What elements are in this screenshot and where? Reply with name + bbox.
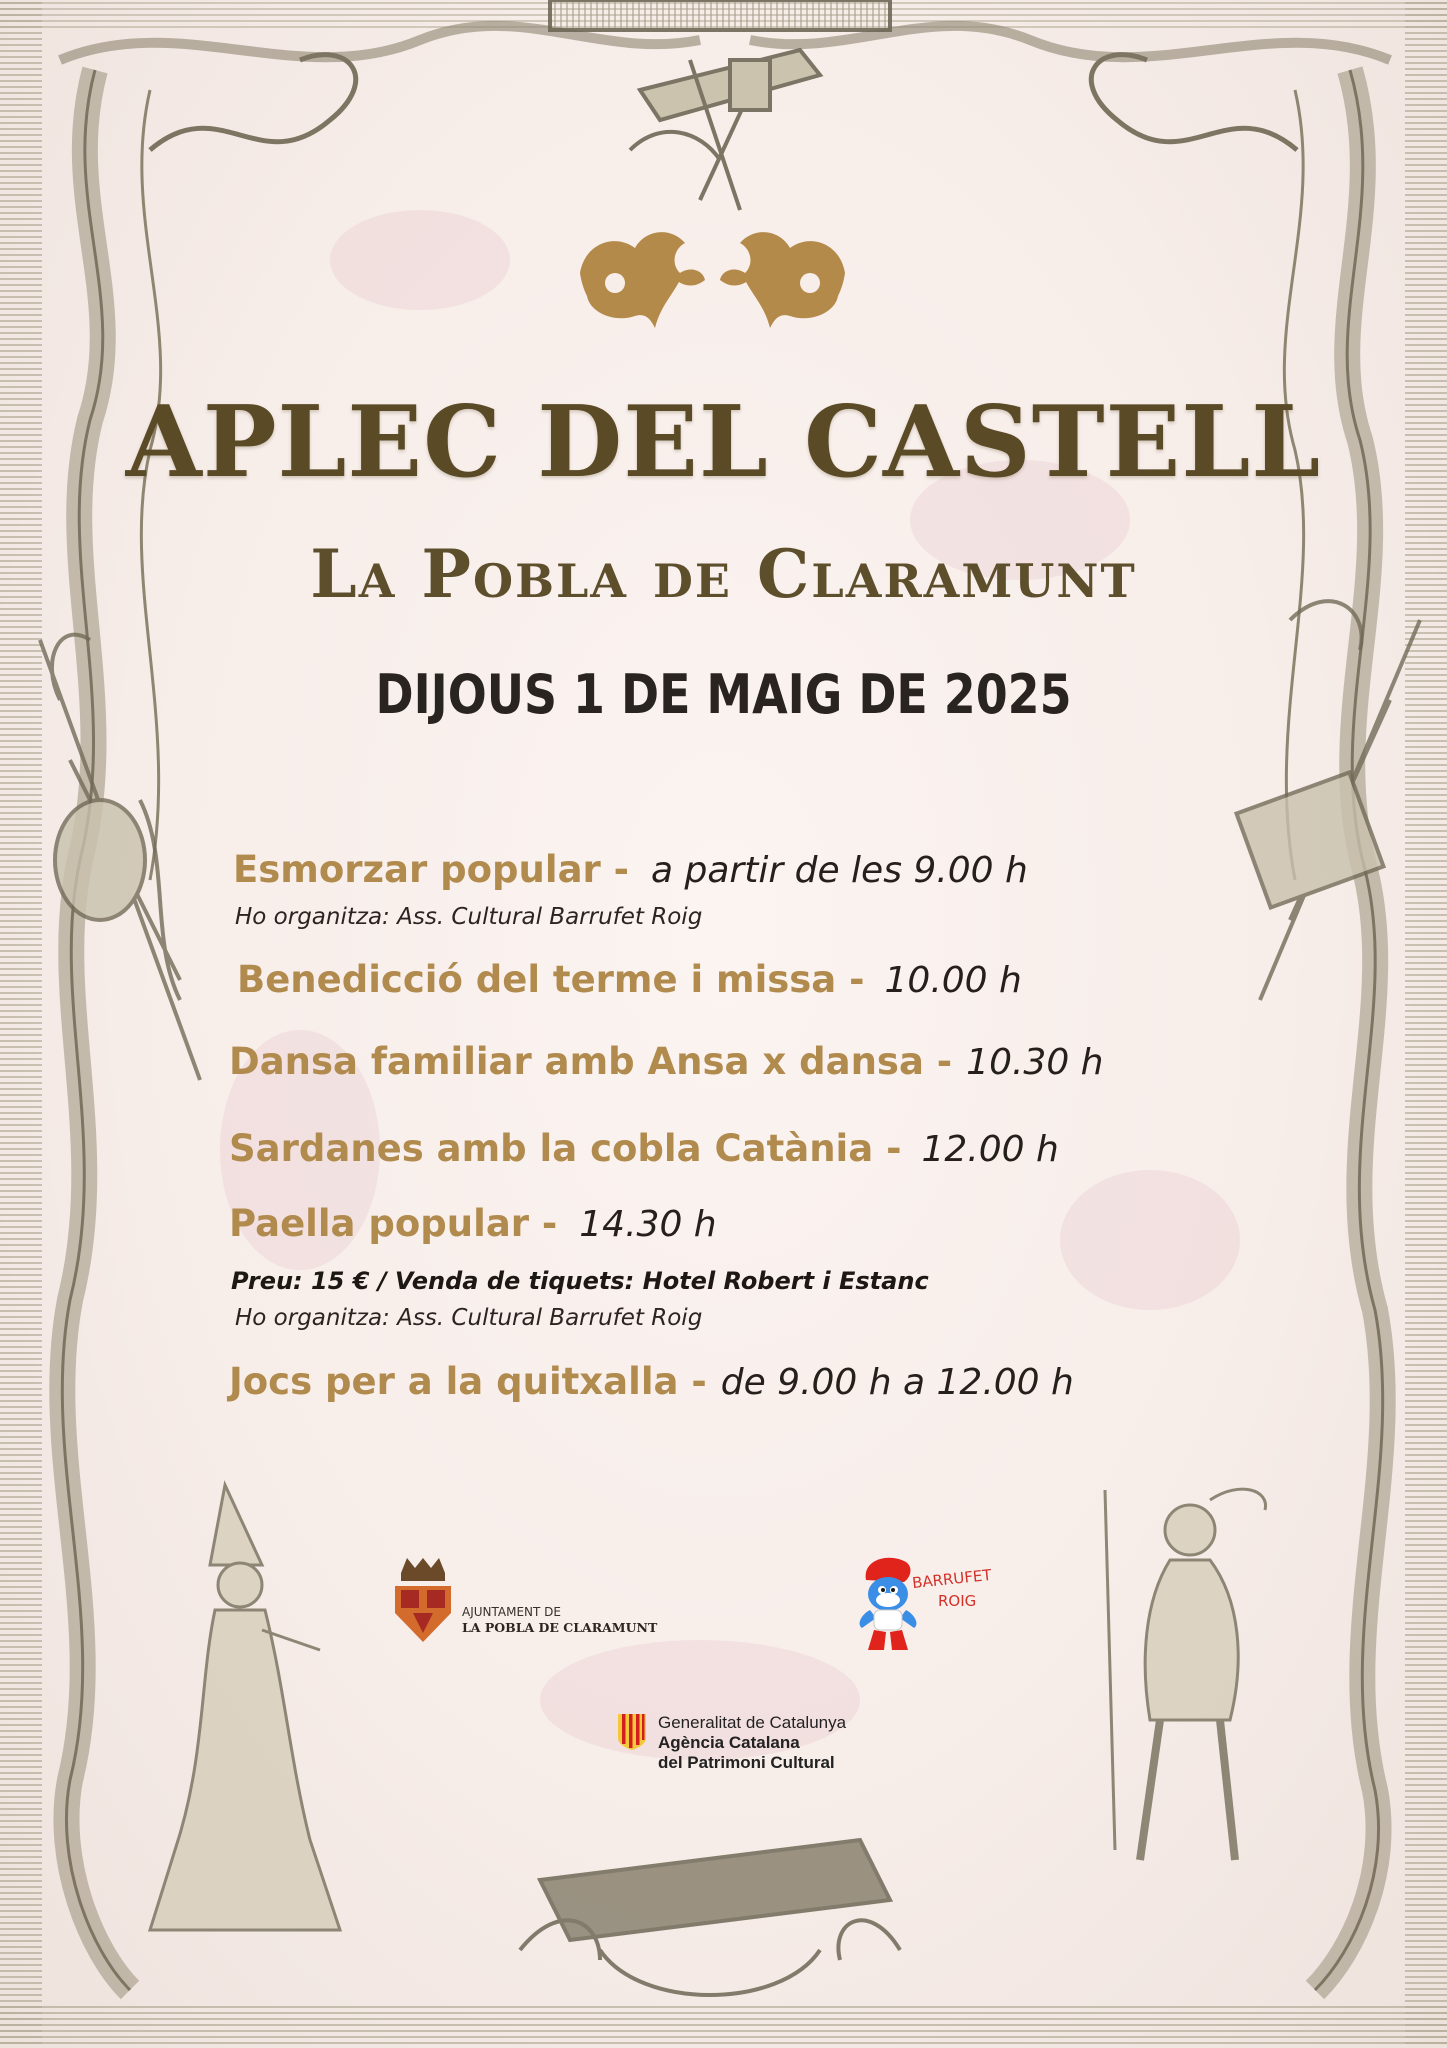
barrufet-label-line2: ROIG [938, 1592, 977, 1610]
activity-time: de 9.00 h a 12.00 h [720, 1362, 1074, 1403]
program-row [233, 848, 1028, 891]
activity-name: Benedicció del terme i missa - [237, 958, 865, 1001]
program-row [229, 1040, 1104, 1083]
program-row [229, 1202, 717, 1245]
activity-time: 12.00 h [921, 1129, 1059, 1170]
generalitat-label-line2: Agència Catalana [658, 1733, 800, 1752]
program-row [237, 958, 1022, 1001]
generalitat-label-line3: del Patrimoni Cultural [658, 1753, 835, 1772]
activity-time: a partir de les 9.00 h [651, 850, 1028, 891]
medieval-lady-figure [150, 1485, 340, 1930]
activity-name: Paella popular - [229, 1202, 558, 1245]
knight-figure [1105, 1489, 1266, 1860]
activity-time: 10.30 h [966, 1042, 1104, 1083]
coat-of-arms-icon [393, 1558, 453, 1643]
event-date: DIJOUS 1 DE MAIG DE 2025 [375, 663, 1072, 726]
paella-price: Preu: 15 € / Venda de tiquets: Hotel Robert i Estanc [231, 1267, 929, 1295]
activity-name: Jocs per a la quitxalla - [229, 1360, 707, 1403]
program-row [229, 1127, 1059, 1170]
town-subtitle: La Pobla de Claramunt [310, 535, 1137, 613]
dragon-pair-icon [575, 218, 850, 348]
activity-name: Sardanes amb la cobla Catània - [229, 1127, 902, 1170]
activity-time: 14.30 h [579, 1204, 717, 1245]
program-row [229, 1360, 1074, 1403]
ajuntament-label-line1: AJUNTAMENT DE [462, 1605, 561, 1619]
organizer-note: Ho organitza: Ass. Cultural Barrufet Roig [235, 1305, 703, 1331]
generalitat-label-line1: Generalitat de Catalunya [658, 1713, 847, 1732]
activity-time: 10.00 h [884, 960, 1022, 1001]
organizer-note: Ho organitza: Ass. Cultural Barrufet Roig [235, 904, 703, 930]
event-title: APLEC DEL CASTELL [125, 385, 1322, 500]
smurf-mascot-icon [848, 1552, 928, 1656]
senyera-icon [616, 1712, 648, 1750]
activity-name: Esmorzar popular - [233, 848, 630, 891]
activity-name: Dansa familiar amb Ansa x dansa - [229, 1040, 953, 1083]
ajuntament-label-line2: LA POBLA DE CLARAMUNT [462, 1620, 658, 1635]
barrufet-label-line1: BARRUFET [911, 1565, 993, 1593]
